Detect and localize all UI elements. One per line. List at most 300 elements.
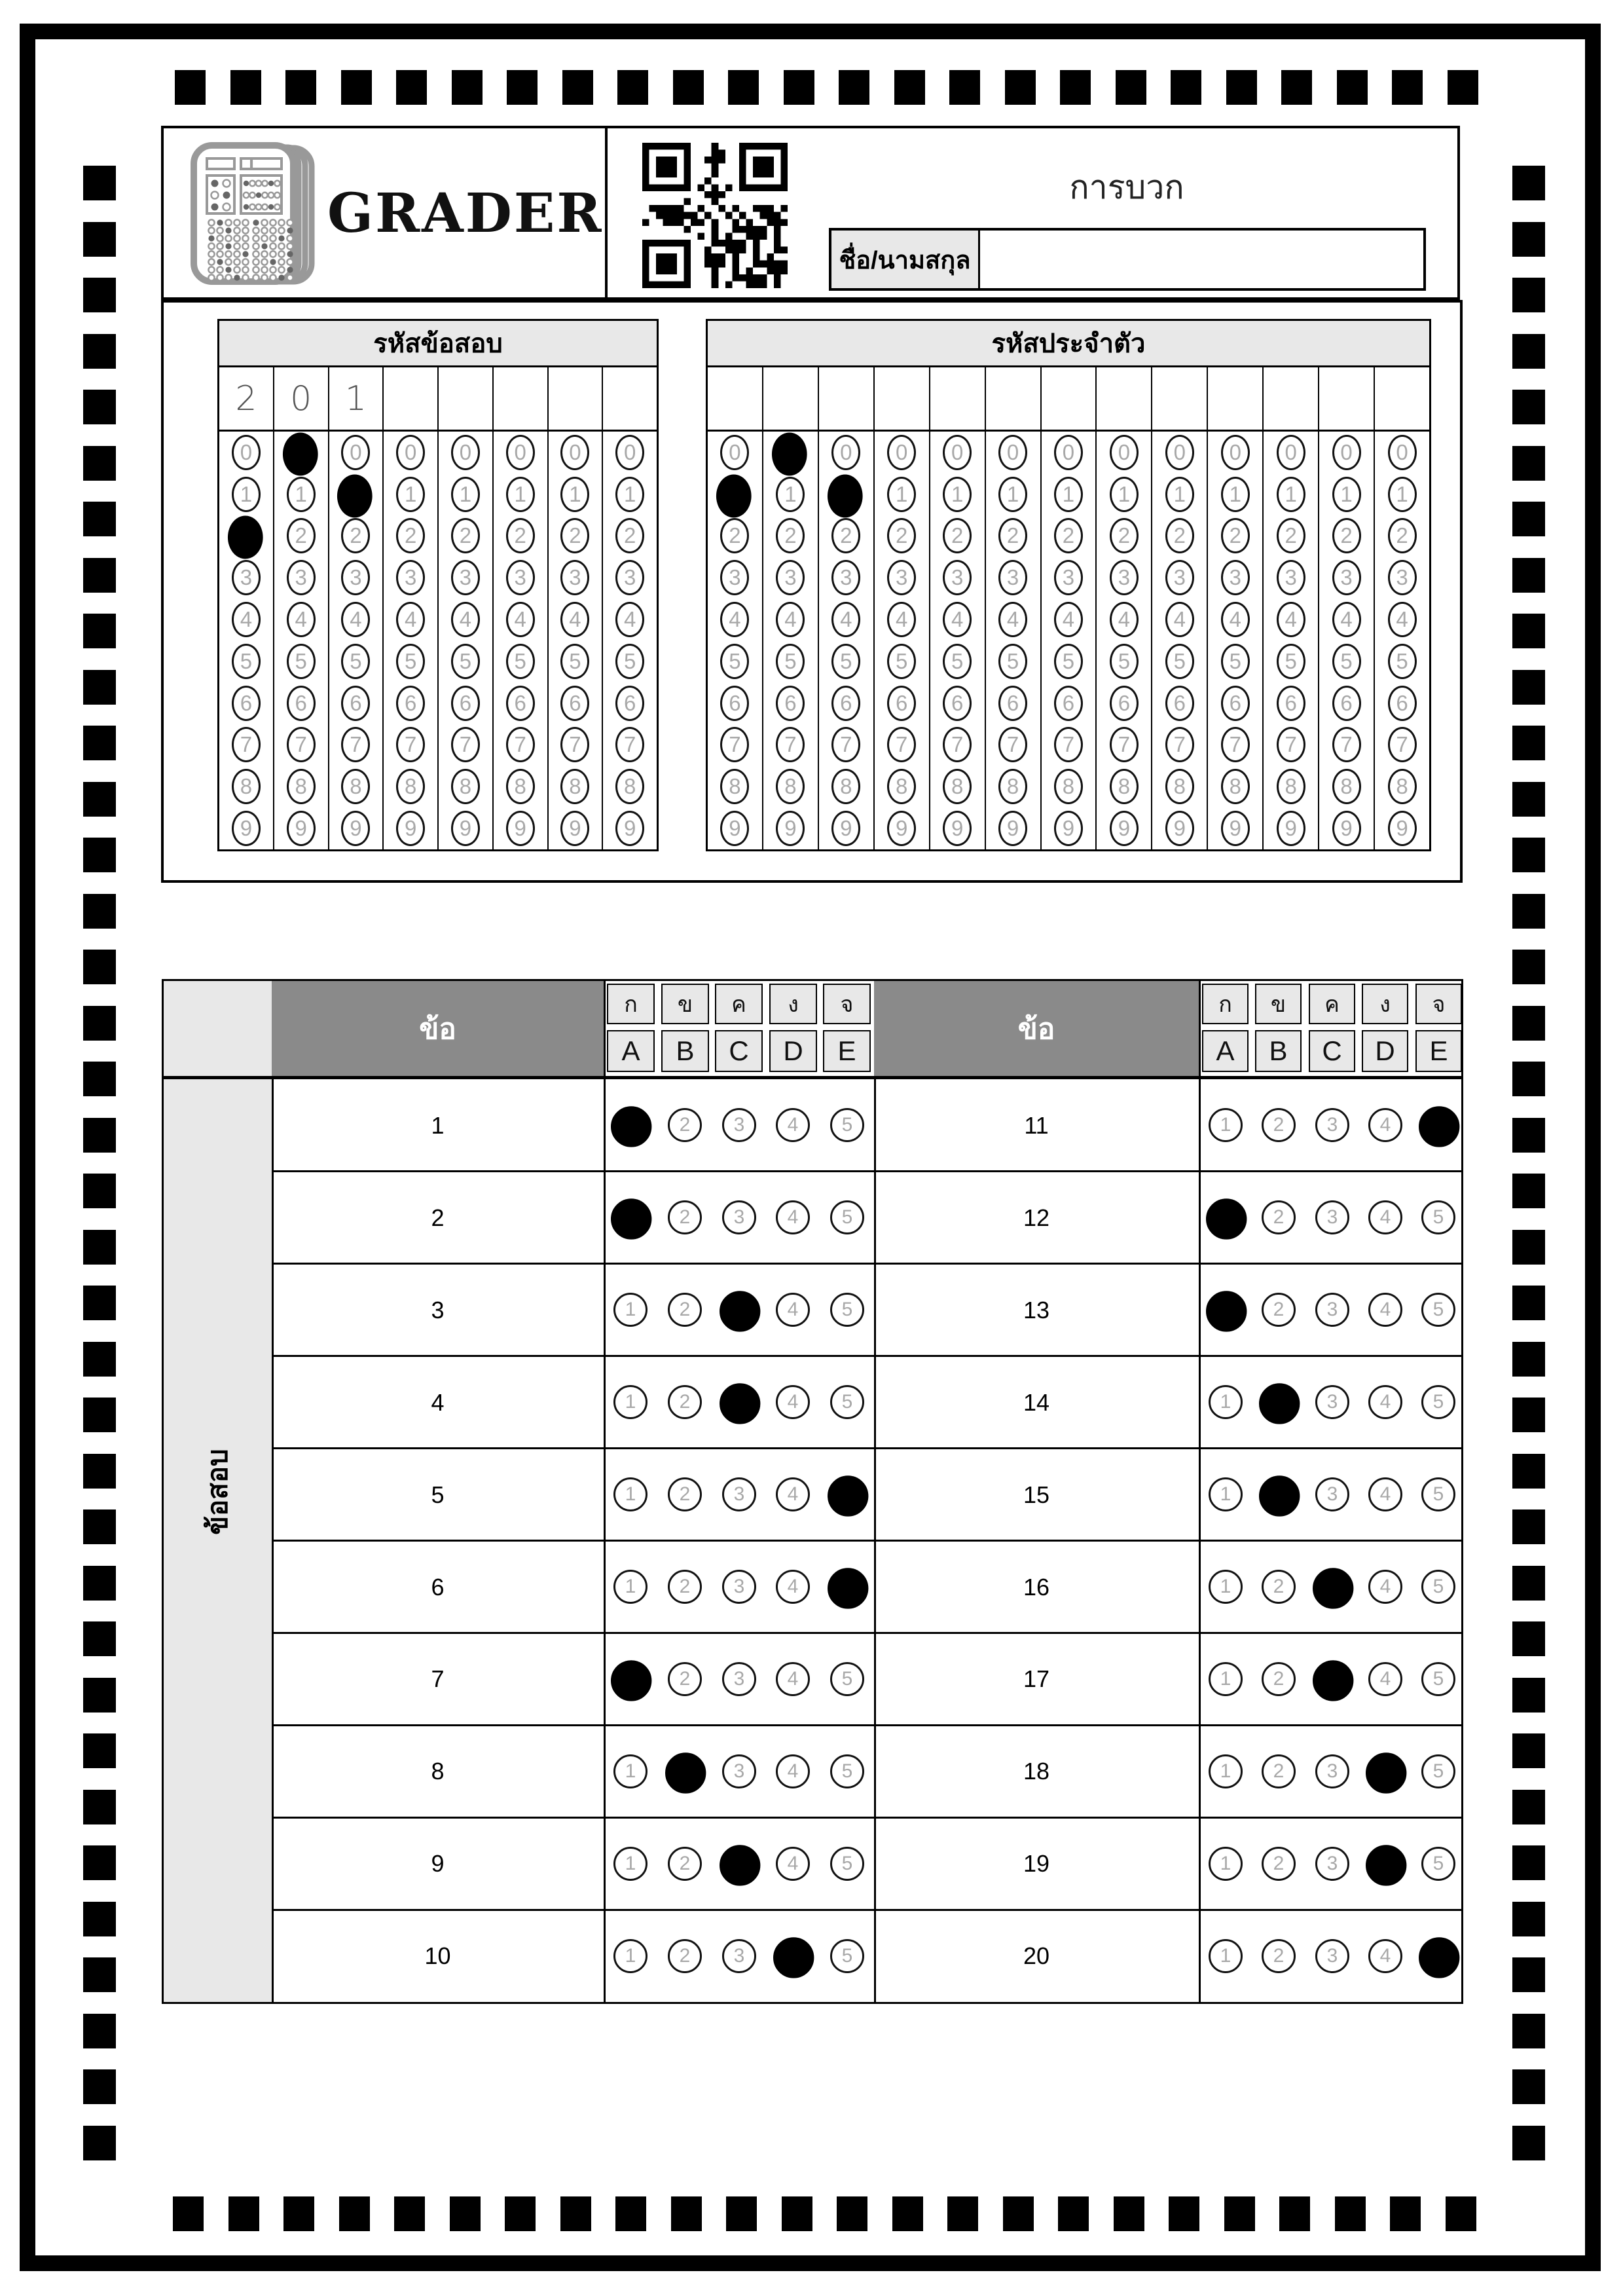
student-id-bubble-col12-digit1[interactable]: 1 xyxy=(1388,477,1417,512)
student-id-bubble-col12-digit2[interactable]: 2 xyxy=(1388,518,1417,553)
exam-code-bubble-col2-digit7[interactable]: 7 xyxy=(341,727,370,762)
student-id-bubble-col1-digit1[interactable]: 1 xyxy=(776,477,805,512)
student-id-bubble-col5-digit0[interactable]: 0 xyxy=(998,435,1027,470)
student-id-bubble-col6-digit9[interactable]: 9 xyxy=(1054,811,1083,846)
student-id-bubble-col10-digit3[interactable]: 3 xyxy=(1277,560,1305,595)
student-id-bubble-col6-digit5[interactable]: 5 xyxy=(1054,644,1083,679)
exam-code-bubble-col4-digit0[interactable]: 0 xyxy=(451,435,480,470)
student-id-bubble-col7-digit0[interactable]: 0 xyxy=(1110,435,1139,470)
exam-code-bubble-col6-digit8[interactable]: 8 xyxy=(560,769,589,804)
exam-code-bubble-col1-digit6[interactable]: 6 xyxy=(287,686,316,721)
exam-code-handwritten-7[interactable] xyxy=(603,367,657,430)
answer-bubble-q6-opt1[interactable]: 1 xyxy=(613,1570,647,1604)
student-id-handwritten-5[interactable] xyxy=(986,367,1042,430)
answer-bubble-q5-opt1[interactable]: 1 xyxy=(613,1477,647,1511)
student-id-bubble-col11-digit2[interactable]: 2 xyxy=(1332,518,1361,553)
student-id-handwritten-10[interactable] xyxy=(1264,367,1319,430)
exam-code-bubble-col1-digit2[interactable]: 2 xyxy=(287,518,316,553)
answer-bubble-q11-opt3[interactable]: 3 xyxy=(1315,1108,1349,1142)
student-id-bubble-col3-digit5[interactable]: 5 xyxy=(887,644,916,679)
student-id-bubble-col9-digit5[interactable]: 5 xyxy=(1221,644,1250,679)
exam-code-bubble-col4-digit6[interactable]: 6 xyxy=(451,686,480,721)
student-id-bubble-col1-digit9[interactable]: 9 xyxy=(776,811,805,846)
student-id-bubble-col10-digit8[interactable]: 8 xyxy=(1277,769,1305,804)
student-id-bubble-col11-digit7[interactable]: 7 xyxy=(1332,727,1361,762)
student-id-bubble-col9-digit3[interactable]: 3 xyxy=(1221,560,1250,595)
student-id-handwritten-7[interactable] xyxy=(1097,367,1152,430)
answer-bubble-q9-opt2[interactable]: 2 xyxy=(668,1847,702,1881)
student-id-bubble-col2-digit1[interactable] xyxy=(828,474,863,517)
student-id-bubble-col7-digit1[interactable]: 1 xyxy=(1110,477,1139,512)
answer-bubble-q5-opt2[interactable]: 2 xyxy=(668,1477,702,1511)
student-id-bubble-col2-digit5[interactable]: 5 xyxy=(831,644,860,679)
student-id-handwritten-6[interactable] xyxy=(1042,367,1097,430)
exam-code-bubble-col6-digit5[interactable]: 5 xyxy=(560,644,589,679)
exam-code-bubble-col4-digit4[interactable]: 4 xyxy=(451,602,480,637)
answer-bubble-q16-opt3[interactable] xyxy=(1313,1568,1353,1608)
student-id-bubble-col12-digit3[interactable]: 3 xyxy=(1388,560,1417,595)
answer-bubble-q10-opt2[interactable]: 2 xyxy=(668,1939,702,1973)
student-id-bubble-col8-digit9[interactable]: 9 xyxy=(1165,811,1194,846)
exam-code-bubble-col2-digit0[interactable]: 0 xyxy=(341,435,370,470)
exam-code-bubble-col2-digit3[interactable]: 3 xyxy=(341,560,370,595)
exam-code-bubble-col6-digit9[interactable]: 9 xyxy=(560,811,589,846)
student-id-bubble-col8-digit5[interactable]: 5 xyxy=(1165,644,1194,679)
answer-bubble-q16-opt5[interactable]: 5 xyxy=(1421,1570,1455,1604)
answer-bubble-q12-opt2[interactable]: 2 xyxy=(1262,1200,1296,1234)
answer-bubble-q11-opt2[interactable]: 2 xyxy=(1262,1108,1296,1142)
answer-bubble-q20-opt5[interactable] xyxy=(1419,1937,1459,1978)
exam-code-bubble-col1-digit7[interactable]: 7 xyxy=(287,727,316,762)
student-id-bubble-col3-digit9[interactable]: 9 xyxy=(887,811,916,846)
answer-bubble-q15-opt3[interactable]: 3 xyxy=(1315,1477,1349,1511)
student-id-bubble-col0-digit5[interactable]: 5 xyxy=(720,644,749,679)
answer-bubble-q5-opt3[interactable]: 3 xyxy=(722,1477,756,1511)
student-id-bubble-col7-digit9[interactable]: 9 xyxy=(1110,811,1139,846)
student-id-bubble-col0-digit0[interactable]: 0 xyxy=(720,435,749,470)
student-id-bubble-col6-digit6[interactable]: 6 xyxy=(1054,686,1083,721)
answer-bubble-q20-opt1[interactable]: 1 xyxy=(1209,1939,1243,1973)
answer-bubble-q7-opt2[interactable]: 2 xyxy=(668,1662,702,1696)
student-id-bubble-col5-digit5[interactable]: 5 xyxy=(998,644,1027,679)
answer-bubble-q8-opt4[interactable]: 4 xyxy=(776,1754,810,1788)
answer-bubble-q4-opt5[interactable]: 5 xyxy=(830,1385,864,1419)
answer-bubble-q19-opt1[interactable]: 1 xyxy=(1209,1847,1243,1881)
answer-bubble-q5-opt4[interactable]: 4 xyxy=(776,1477,810,1511)
answer-bubble-q14-opt3[interactable]: 3 xyxy=(1315,1385,1349,1419)
answer-bubble-q20-opt4[interactable]: 4 xyxy=(1368,1939,1402,1973)
answer-bubble-q10-opt3[interactable]: 3 xyxy=(722,1939,756,1973)
answer-bubble-q20-opt3[interactable]: 3 xyxy=(1315,1939,1349,1973)
student-id-bubble-col0-digit2[interactable]: 2 xyxy=(720,518,749,553)
answer-bubble-q18-opt2[interactable]: 2 xyxy=(1262,1754,1296,1788)
answer-bubble-q8-opt5[interactable]: 5 xyxy=(830,1754,864,1788)
student-id-bubble-col8-digit7[interactable]: 7 xyxy=(1165,727,1194,762)
answer-bubble-q1-opt1[interactable] xyxy=(611,1106,651,1147)
exam-code-bubble-col1-digit8[interactable]: 8 xyxy=(287,769,316,804)
answer-bubble-q18-opt1[interactable]: 1 xyxy=(1209,1754,1243,1788)
student-id-bubble-col0-digit3[interactable]: 3 xyxy=(720,560,749,595)
exam-code-handwritten-0[interactable]: 2 xyxy=(219,367,274,430)
student-id-bubble-col11-digit5[interactable]: 5 xyxy=(1332,644,1361,679)
student-id-bubble-col10-digit1[interactable]: 1 xyxy=(1277,477,1305,512)
student-id-bubble-col8-digit0[interactable]: 0 xyxy=(1165,435,1194,470)
exam-code-bubble-col2-digit1[interactable] xyxy=(337,474,373,517)
student-id-bubble-col4-digit6[interactable]: 6 xyxy=(943,686,972,721)
student-id-bubble-col12-digit8[interactable]: 8 xyxy=(1388,769,1417,804)
student-id-bubble-col9-digit2[interactable]: 2 xyxy=(1221,518,1250,553)
exam-code-bubble-col3-digit1[interactable]: 1 xyxy=(396,477,425,512)
student-id-bubble-col1-digit6[interactable]: 6 xyxy=(776,686,805,721)
answer-bubble-q13-opt1[interactable] xyxy=(1206,1291,1247,1331)
exam-code-bubble-col6-digit0[interactable]: 0 xyxy=(560,435,589,470)
exam-code-bubble-col1-digit5[interactable]: 5 xyxy=(287,644,316,679)
answer-bubble-q6-opt4[interactable]: 4 xyxy=(776,1570,810,1604)
student-id-bubble-col9-digit7[interactable]: 7 xyxy=(1221,727,1250,762)
exam-code-bubble-col6-digit2[interactable]: 2 xyxy=(560,518,589,553)
answer-bubble-q1-opt2[interactable]: 2 xyxy=(668,1108,702,1142)
student-id-bubble-col5-digit6[interactable]: 6 xyxy=(998,686,1027,721)
answer-bubble-q17-opt3[interactable] xyxy=(1313,1660,1353,1701)
answer-bubble-q17-opt4[interactable]: 4 xyxy=(1368,1662,1402,1696)
exam-code-bubble-col5-digit7[interactable]: 7 xyxy=(506,727,535,762)
student-id-bubble-col1-digit5[interactable]: 5 xyxy=(776,644,805,679)
exam-code-bubble-col3-digit4[interactable]: 4 xyxy=(396,602,425,637)
exam-code-bubble-col5-digit3[interactable]: 3 xyxy=(506,560,535,595)
exam-code-bubble-col5-digit8[interactable]: 8 xyxy=(506,769,535,804)
student-id-bubble-col3-digit4[interactable]: 4 xyxy=(887,602,916,637)
exam-code-bubble-col3-digit5[interactable]: 5 xyxy=(396,644,425,679)
student-id-bubble-col1-digit4[interactable]: 4 xyxy=(776,602,805,637)
exam-code-bubble-col0-digit3[interactable]: 3 xyxy=(232,560,261,595)
answer-bubble-q19-opt3[interactable]: 3 xyxy=(1315,1847,1349,1881)
student-id-bubble-col6-digit4[interactable]: 4 xyxy=(1054,602,1083,637)
exam-code-bubble-col0-digit7[interactable]: 7 xyxy=(232,727,261,762)
answer-bubble-q7-opt1[interactable] xyxy=(611,1660,651,1701)
exam-code-bubble-col0-digit4[interactable]: 4 xyxy=(232,602,261,637)
answer-bubble-q13-opt2[interactable]: 2 xyxy=(1262,1293,1296,1327)
student-id-bubble-col5-digit7[interactable]: 7 xyxy=(998,727,1027,762)
exam-code-bubble-col3-digit6[interactable]: 6 xyxy=(396,686,425,721)
answer-bubble-q12-opt4[interactable]: 4 xyxy=(1368,1200,1402,1234)
exam-code-bubble-col0-digit8[interactable]: 8 xyxy=(232,769,261,804)
exam-code-bubble-col7-digit3[interactable]: 3 xyxy=(615,560,644,595)
answer-bubble-q16-opt1[interactable]: 1 xyxy=(1209,1570,1243,1604)
answer-bubble-q16-opt4[interactable]: 4 xyxy=(1368,1570,1402,1604)
answer-bubble-q9-opt1[interactable]: 1 xyxy=(613,1847,647,1881)
student-id-bubble-col3-digit0[interactable]: 0 xyxy=(887,435,916,470)
student-id-bubble-col0-digit4[interactable]: 4 xyxy=(720,602,749,637)
answer-bubble-q14-opt1[interactable]: 1 xyxy=(1209,1385,1243,1419)
exam-code-bubble-col6-digit4[interactable]: 4 xyxy=(560,602,589,637)
student-id-bubble-col12-digit0[interactable]: 0 xyxy=(1388,435,1417,470)
answer-bubble-q18-opt4[interactable] xyxy=(1366,1752,1406,1793)
answer-bubble-q2-opt2[interactable]: 2 xyxy=(668,1200,702,1234)
exam-code-bubble-col3-digit8[interactable]: 8 xyxy=(396,769,425,804)
student-id-bubble-col6-digit3[interactable]: 3 xyxy=(1054,560,1083,595)
answer-bubble-q10-opt5[interactable]: 5 xyxy=(830,1939,864,1973)
student-id-bubble-col8-digit4[interactable]: 4 xyxy=(1165,602,1194,637)
student-id-bubble-col7-digit4[interactable]: 4 xyxy=(1110,602,1139,637)
answer-bubble-q8-opt2[interactable] xyxy=(665,1752,706,1793)
exam-code-bubble-col2-digit8[interactable]: 8 xyxy=(341,769,370,804)
answer-bubble-q11-opt5[interactable] xyxy=(1419,1106,1459,1147)
student-id-bubble-col4-digit1[interactable]: 1 xyxy=(943,477,972,512)
student-id-bubble-col10-digit6[interactable]: 6 xyxy=(1277,686,1305,721)
student-id-bubble-col0-digit6[interactable]: 6 xyxy=(720,686,749,721)
exam-code-bubble-col5-digit5[interactable]: 5 xyxy=(506,644,535,679)
answer-bubble-q17-opt2[interactable]: 2 xyxy=(1262,1662,1296,1696)
exam-code-bubble-col3-digit2[interactable]: 2 xyxy=(396,518,425,553)
student-id-bubble-col7-digit3[interactable]: 3 xyxy=(1110,560,1139,595)
answer-bubble-q14-opt4[interactable]: 4 xyxy=(1368,1385,1402,1419)
exam-code-bubble-col7-digit1[interactable]: 1 xyxy=(615,477,644,512)
student-id-bubble-col2-digit7[interactable]: 7 xyxy=(831,727,860,762)
student-id-bubble-col11-digit9[interactable]: 9 xyxy=(1332,811,1361,846)
student-id-handwritten-8[interactable] xyxy=(1152,367,1208,430)
student-id-handwritten-12[interactable] xyxy=(1375,367,1429,430)
answer-bubble-q15-opt4[interactable]: 4 xyxy=(1368,1477,1402,1511)
student-id-bubble-col11-digit8[interactable]: 8 xyxy=(1332,769,1361,804)
exam-code-bubble-col5-digit6[interactable]: 6 xyxy=(506,686,535,721)
exam-code-bubble-col0-digit1[interactable]: 1 xyxy=(232,477,261,512)
answer-bubble-q14-opt2[interactable] xyxy=(1259,1383,1300,1424)
answer-bubble-q10-opt4[interactable] xyxy=(773,1937,814,1978)
student-id-bubble-col10-digit0[interactable]: 0 xyxy=(1277,435,1305,470)
exam-code-handwritten-6[interactable] xyxy=(549,367,604,430)
student-id-bubble-col7-digit6[interactable]: 6 xyxy=(1110,686,1139,721)
student-id-bubble-col6-digit1[interactable]: 1 xyxy=(1054,477,1083,512)
exam-code-bubble-col7-digit9[interactable]: 9 xyxy=(615,811,644,846)
student-id-bubble-col6-digit7[interactable]: 7 xyxy=(1054,727,1083,762)
exam-code-bubble-col3-digit0[interactable]: 0 xyxy=(396,435,425,470)
answer-bubble-q9-opt5[interactable]: 5 xyxy=(830,1847,864,1881)
exam-code-bubble-col5-digit0[interactable]: 0 xyxy=(506,435,535,470)
student-id-handwritten-1[interactable] xyxy=(763,367,819,430)
answer-bubble-q4-opt3[interactable] xyxy=(720,1383,760,1424)
student-id-bubble-col2-digit6[interactable]: 6 xyxy=(831,686,860,721)
student-id-bubble-col3-digit1[interactable]: 1 xyxy=(887,477,916,512)
student-id-bubble-col3-digit3[interactable]: 3 xyxy=(887,560,916,595)
exam-code-bubble-col4-digit3[interactable]: 3 xyxy=(451,560,480,595)
answer-bubble-q7-opt3[interactable]: 3 xyxy=(722,1662,756,1696)
student-id-bubble-col4-digit0[interactable]: 0 xyxy=(943,435,972,470)
exam-code-bubble-col6-digit6[interactable]: 6 xyxy=(560,686,589,721)
exam-code-bubble-col2-digit5[interactable]: 5 xyxy=(341,644,370,679)
answer-bubble-q13-opt3[interactable]: 3 xyxy=(1315,1293,1349,1327)
answer-bubble-q4-opt1[interactable]: 1 xyxy=(613,1385,647,1419)
student-id-bubble-col12-digit9[interactable]: 9 xyxy=(1388,811,1417,846)
exam-code-bubble-col7-digit4[interactable]: 4 xyxy=(615,602,644,637)
student-id-bubble-col10-digit2[interactable]: 2 xyxy=(1277,518,1305,553)
exam-code-bubble-col0-digit5[interactable]: 5 xyxy=(232,644,261,679)
exam-code-bubble-col1-digit0[interactable] xyxy=(283,432,318,475)
answer-bubble-q4-opt2[interactable]: 2 xyxy=(668,1385,702,1419)
answer-bubble-q12-opt3[interactable]: 3 xyxy=(1315,1200,1349,1234)
exam-code-bubble-col3-digit7[interactable]: 7 xyxy=(396,727,425,762)
answer-bubble-q15-opt2[interactable] xyxy=(1259,1475,1300,1516)
student-id-bubble-col10-digit5[interactable]: 5 xyxy=(1277,644,1305,679)
student-id-bubble-col2-digit2[interactable]: 2 xyxy=(831,518,860,553)
student-id-bubble-col1-digit7[interactable]: 7 xyxy=(776,727,805,762)
student-id-handwritten-2[interactable] xyxy=(819,367,875,430)
student-id-bubble-col3-digit6[interactable]: 6 xyxy=(887,686,916,721)
exam-code-bubble-col4-digit1[interactable]: 1 xyxy=(451,477,480,512)
student-id-bubble-col10-digit9[interactable]: 9 xyxy=(1277,811,1305,846)
student-id-bubble-col9-digit6[interactable]: 6 xyxy=(1221,686,1250,721)
student-id-bubble-col11-digit6[interactable]: 6 xyxy=(1332,686,1361,721)
exam-code-bubble-col3-digit9[interactable]: 9 xyxy=(396,811,425,846)
student-id-bubble-col1-digit2[interactable]: 2 xyxy=(776,518,805,553)
answer-bubble-q6-opt3[interactable]: 3 xyxy=(722,1570,756,1604)
student-id-bubble-col0-digit8[interactable]: 8 xyxy=(720,769,749,804)
answer-bubble-q3-opt5[interactable]: 5 xyxy=(830,1293,864,1327)
answer-bubble-q13-opt4[interactable]: 4 xyxy=(1368,1293,1402,1327)
exam-code-bubble-col6-digit3[interactable]: 3 xyxy=(560,560,589,595)
answer-bubble-q12-opt1[interactable] xyxy=(1206,1198,1247,1239)
student-id-bubble-col0-digit7[interactable]: 7 xyxy=(720,727,749,762)
student-id-handwritten-9[interactable] xyxy=(1208,367,1264,430)
exam-code-handwritten-5[interactable] xyxy=(494,367,549,430)
student-id-bubble-col11-digit3[interactable]: 3 xyxy=(1332,560,1361,595)
exam-code-bubble-col3-digit3[interactable]: 3 xyxy=(396,560,425,595)
student-id-bubble-col9-digit1[interactable]: 1 xyxy=(1221,477,1250,512)
answer-bubble-q3-opt3[interactable] xyxy=(720,1291,760,1331)
answer-bubble-q3-opt2[interactable]: 2 xyxy=(668,1293,702,1327)
student-id-bubble-col4-digit5[interactable]: 5 xyxy=(943,644,972,679)
exam-code-bubble-col0-digit6[interactable]: 6 xyxy=(232,686,261,721)
student-id-bubble-col6-digit8[interactable]: 8 xyxy=(1054,769,1083,804)
answer-bubble-q11-opt1[interactable]: 1 xyxy=(1209,1108,1243,1142)
answer-bubble-q1-opt4[interactable]: 4 xyxy=(776,1108,810,1142)
exam-code-bubble-col7-digit8[interactable]: 8 xyxy=(615,769,644,804)
answer-bubble-q9-opt3[interactable] xyxy=(720,1845,760,1885)
student-id-bubble-col6-digit0[interactable]: 0 xyxy=(1054,435,1083,470)
student-id-bubble-col5-digit9[interactable]: 9 xyxy=(998,811,1027,846)
student-id-handwritten-11[interactable] xyxy=(1319,367,1375,430)
exam-code-bubble-col0-digit9[interactable]: 9 xyxy=(232,811,261,846)
student-id-bubble-col5-digit4[interactable]: 4 xyxy=(998,602,1027,637)
answer-bubble-q17-opt5[interactable]: 5 xyxy=(1421,1662,1455,1696)
exam-code-bubble-col5-digit9[interactable]: 9 xyxy=(506,811,535,846)
student-id-bubble-col9-digit4[interactable]: 4 xyxy=(1221,602,1250,637)
student-id-handwritten-3[interactable] xyxy=(875,367,930,430)
exam-code-bubble-col4-digit2[interactable]: 2 xyxy=(451,518,480,553)
answer-bubble-q12-opt5[interactable]: 5 xyxy=(1421,1200,1455,1234)
student-id-bubble-col1-digit8[interactable]: 8 xyxy=(776,769,805,804)
exam-code-bubble-col7-digit2[interactable]: 2 xyxy=(615,518,644,553)
student-id-handwritten-0[interactable] xyxy=(708,367,763,430)
answer-bubble-q10-opt1[interactable]: 1 xyxy=(613,1939,647,1973)
student-id-bubble-col7-digit7[interactable]: 7 xyxy=(1110,727,1139,762)
student-id-bubble-col12-digit7[interactable]: 7 xyxy=(1388,727,1417,762)
exam-code-bubble-col4-digit7[interactable]: 7 xyxy=(451,727,480,762)
exam-code-bubble-col1-digit1[interactable]: 1 xyxy=(287,477,316,512)
student-id-bubble-col5-digit2[interactable]: 2 xyxy=(998,518,1027,553)
student-id-bubble-col8-digit2[interactable]: 2 xyxy=(1165,518,1194,553)
student-id-bubble-col9-digit0[interactable]: 0 xyxy=(1221,435,1250,470)
student-id-bubble-col4-digit7[interactable]: 7 xyxy=(943,727,972,762)
student-id-bubble-col12-digit5[interactable]: 5 xyxy=(1388,644,1417,679)
answer-bubble-q2-opt3[interactable]: 3 xyxy=(722,1200,756,1234)
answer-bubble-q15-opt1[interactable]: 1 xyxy=(1209,1477,1243,1511)
student-id-bubble-col2-digit9[interactable]: 9 xyxy=(831,811,860,846)
student-id-bubble-col4-digit9[interactable]: 9 xyxy=(943,811,972,846)
student-id-bubble-col3-digit7[interactable]: 7 xyxy=(887,727,916,762)
answer-bubble-q7-opt5[interactable]: 5 xyxy=(830,1662,864,1696)
student-id-bubble-col8-digit1[interactable]: 1 xyxy=(1165,477,1194,512)
exam-code-bubble-col4-digit9[interactable]: 9 xyxy=(451,811,480,846)
answer-bubble-q16-opt2[interactable]: 2 xyxy=(1262,1570,1296,1604)
exam-code-bubble-col1-digit4[interactable]: 4 xyxy=(287,602,316,637)
student-id-bubble-col0-digit9[interactable]: 9 xyxy=(720,811,749,846)
student-id-bubble-col11-digit4[interactable]: 4 xyxy=(1332,602,1361,637)
exam-code-bubble-col2-digit2[interactable]: 2 xyxy=(341,518,370,553)
exam-code-handwritten-2[interactable]: 1 xyxy=(329,367,384,430)
answer-bubble-q2-opt4[interactable]: 4 xyxy=(776,1200,810,1234)
student-id-bubble-col5-digit3[interactable]: 3 xyxy=(998,560,1027,595)
student-id-bubble-col2-digit0[interactable]: 0 xyxy=(831,435,860,470)
exam-code-bubble-col7-digit6[interactable]: 6 xyxy=(615,686,644,721)
answer-bubble-q11-opt4[interactable]: 4 xyxy=(1368,1108,1402,1142)
answer-bubble-q1-opt3[interactable]: 3 xyxy=(722,1108,756,1142)
student-id-bubble-col8-digit3[interactable]: 3 xyxy=(1165,560,1194,595)
exam-code-bubble-col4-digit8[interactable]: 8 xyxy=(451,769,480,804)
answer-bubble-q1-opt5[interactable]: 5 xyxy=(830,1108,864,1142)
exam-code-bubble-col6-digit7[interactable]: 7 xyxy=(560,727,589,762)
answer-bubble-q8-opt1[interactable]: 1 xyxy=(613,1754,647,1788)
answer-bubble-q14-opt5[interactable]: 5 xyxy=(1421,1385,1455,1419)
exam-code-handwritten-3[interactable] xyxy=(384,367,439,430)
exam-code-bubble-col4-digit5[interactable]: 5 xyxy=(451,644,480,679)
student-id-bubble-col9-digit8[interactable]: 8 xyxy=(1221,769,1250,804)
answer-bubble-q2-opt1[interactable] xyxy=(611,1198,651,1239)
answer-bubble-q3-opt1[interactable]: 1 xyxy=(613,1293,647,1327)
exam-code-handwritten-4[interactable] xyxy=(439,367,494,430)
student-id-bubble-col6-digit2[interactable]: 2 xyxy=(1054,518,1083,553)
student-id-bubble-col11-digit1[interactable]: 1 xyxy=(1332,477,1361,512)
exam-code-bubble-col5-digit1[interactable]: 1 xyxy=(506,477,535,512)
answer-bubble-q3-opt4[interactable]: 4 xyxy=(776,1293,810,1327)
student-id-bubble-col7-digit8[interactable]: 8 xyxy=(1110,769,1139,804)
student-id-bubble-col1-digit3[interactable]: 3 xyxy=(776,560,805,595)
answer-bubble-q18-opt3[interactable]: 3 xyxy=(1315,1754,1349,1788)
student-id-bubble-col8-digit8[interactable]: 8 xyxy=(1165,769,1194,804)
answer-bubble-q19-opt5[interactable]: 5 xyxy=(1421,1847,1455,1881)
student-id-handwritten-4[interactable] xyxy=(930,367,986,430)
answer-bubble-q20-opt2[interactable]: 2 xyxy=(1262,1939,1296,1973)
student-id-bubble-col4-digit4[interactable]: 4 xyxy=(943,602,972,637)
exam-code-bubble-col7-digit0[interactable]: 0 xyxy=(615,435,644,470)
answer-bubble-q9-opt4[interactable]: 4 xyxy=(776,1847,810,1881)
student-id-bubble-col9-digit9[interactable]: 9 xyxy=(1221,811,1250,846)
answer-bubble-q15-opt5[interactable]: 5 xyxy=(1421,1477,1455,1511)
exam-code-bubble-col7-digit5[interactable]: 5 xyxy=(615,644,644,679)
student-id-bubble-col2-digit3[interactable]: 3 xyxy=(831,560,860,595)
exam-code-bubble-col2-digit6[interactable]: 6 xyxy=(341,686,370,721)
answer-bubble-q19-opt2[interactable]: 2 xyxy=(1262,1847,1296,1881)
student-id-bubble-col1-digit0[interactable] xyxy=(772,432,807,475)
student-id-bubble-col7-digit2[interactable]: 2 xyxy=(1110,518,1139,553)
answer-bubble-q5-opt5[interactable] xyxy=(828,1475,868,1516)
answer-bubble-q6-opt5[interactable] xyxy=(828,1568,868,1608)
student-id-bubble-col2-digit4[interactable]: 4 xyxy=(831,602,860,637)
exam-code-bubble-col5-digit2[interactable]: 2 xyxy=(506,518,535,553)
student-id-bubble-col8-digit6[interactable]: 6 xyxy=(1165,686,1194,721)
answer-bubble-q6-opt2[interactable]: 2 xyxy=(668,1570,702,1604)
exam-code-bubble-col6-digit1[interactable]: 1 xyxy=(560,477,589,512)
exam-code-bubble-col2-digit9[interactable]: 9 xyxy=(341,811,370,846)
